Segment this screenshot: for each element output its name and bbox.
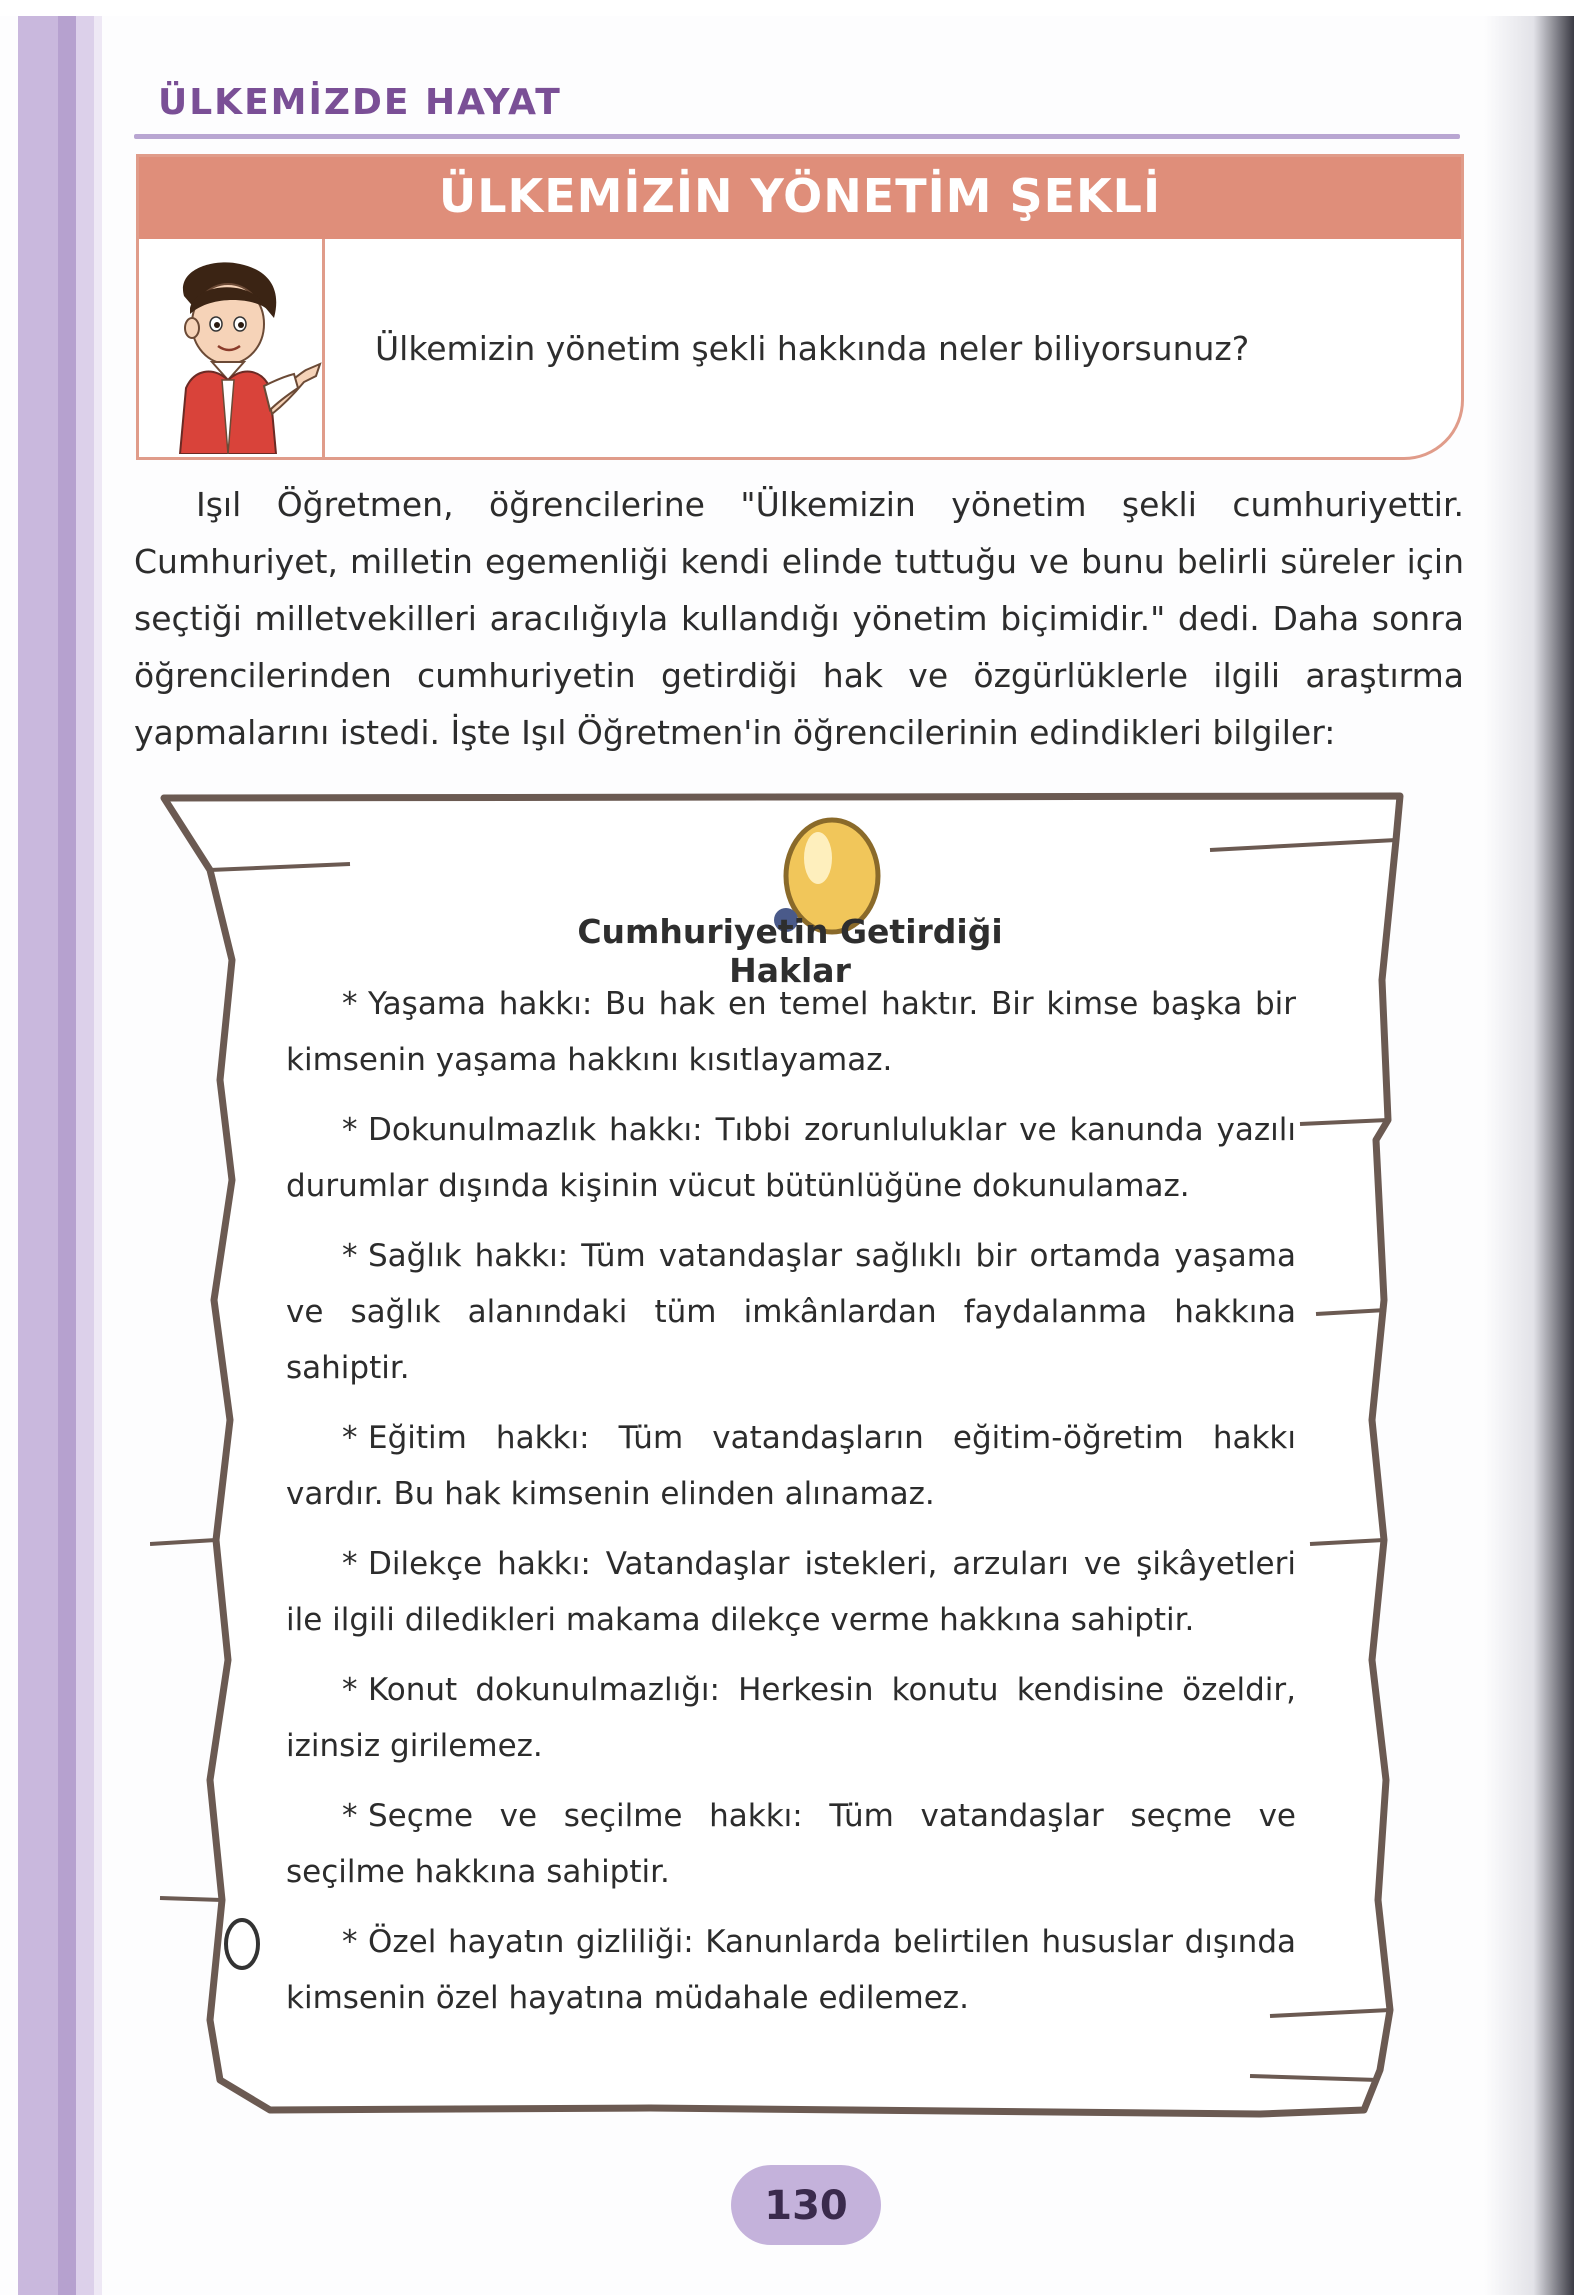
bullet-star: * <box>342 1238 358 1274</box>
right-text: Konut dokunulmazlığı: Herkesin konutu kendisine özeldir, izinsiz girilemez. <box>286 1672 1296 1764</box>
bullet-star: * <box>342 1798 358 1834</box>
binding-strip <box>18 0 58 2295</box>
right-item <box>286 1662 1296 1774</box>
topic-title: ÜLKEMİZİN YÖNETİM ŞEKLİ <box>438 169 1162 223</box>
intro-text: Işıl Öğretmen, öğrencilerine "Ülkemizin yönetim şekli cumhuriyettir. Cumhuriyet, milletin egemenliği kendi elinde tuttuğu ve bunu belirli süreler için seçtiği milletvekilleri aracılığıyla kullandığı yönetim biçimidir." dedi. Daha sonra öğrencilerinden cumhuriyetin getirdiği hak ve özgürlüklerle ilgili araştırma yapmalarını istedi. İşte Işıl Öğretmen'in öğrencilerinin edindikleri bilgiler: <box>134 485 1464 752</box>
right-text: Dilekçe hakkı: Vatandaşlar istekleri, arzuları ve şikâyetleri ile ilgili diledikleri makama dilekçe verme hakkına sahiptir. <box>286 1546 1296 1638</box>
right-item <box>286 1410 1296 1522</box>
bullet-star: * <box>342 1420 358 1456</box>
right-item <box>286 976 1296 1088</box>
topic-box <box>136 154 1464 460</box>
header-rule <box>134 134 1460 139</box>
bullet-star: * <box>342 986 358 1022</box>
binding-strip <box>76 0 94 2295</box>
rights-title: Cumhuriyetin Getirdiği Haklar <box>577 912 1003 990</box>
right-item <box>286 1228 1296 1396</box>
right-item <box>286 1536 1296 1648</box>
right-item <box>286 1788 1296 1900</box>
page-number: 130 <box>764 2183 848 2229</box>
bullet-star: * <box>342 1546 358 1582</box>
right-text: Eğitim hakkı: Tüm vatandaşların eğitim-öğretim hakkı vardır. Bu hak kimsenin elinden alınamaz. <box>286 1420 1296 1512</box>
right-item <box>286 1914 1296 2026</box>
bullet-star: * <box>342 1672 358 1708</box>
right-item <box>286 1102 1296 1214</box>
topic-band <box>139 157 1461 239</box>
page-number-badge <box>731 2165 881 2245</box>
binding-strip <box>58 0 76 2295</box>
page-top-edge <box>0 0 1574 16</box>
topic-question: Ülkemizin yönetim şekli hakkında neler biliyorsunuz? <box>375 329 1250 368</box>
bullet-star: * <box>342 1924 358 1960</box>
intro-paragraph <box>134 476 1464 761</box>
right-text: Seçme ve seçilme hakkı: Tüm vatandaşlar seçme ve seçilme hakkına sahiptir. <box>286 1798 1296 1890</box>
section-title: ÜLKEMİZDE HAYAT <box>158 82 562 123</box>
student-character-illustration <box>136 258 326 454</box>
right-text: Yaşama hakkı: Bu hak en temel haktır. Bir kimse başka bir kimsenin yaşama hakkını kısıtlayamaz. <box>286 986 1296 1078</box>
bullet-star: * <box>342 1112 358 1148</box>
binding-strip <box>94 0 102 2295</box>
rights-list <box>286 976 1296 2040</box>
right-text: Özel hayatın gizliliği: Kanunlarda belirtilen hususlar dışında kimsenin özel hayatına müdahale edilemez. <box>286 1924 1296 2016</box>
right-text: Dokunulmazlık hakkı: Tıbbi zorunluluklar ve kanunda yazılı durumlar dışında kişinin vücut bütünlüğüne dokunulamaz. <box>286 1112 1296 1204</box>
page-gutter-shadow <box>1484 0 1574 2295</box>
right-text: Sağlık hakkı: Tüm vatandaşlar sağlıklı bir ortamda yaşama ve sağlık alanındaki tüm imkânlardan faydalanma hakkına sahiptir. <box>286 1238 1296 1386</box>
